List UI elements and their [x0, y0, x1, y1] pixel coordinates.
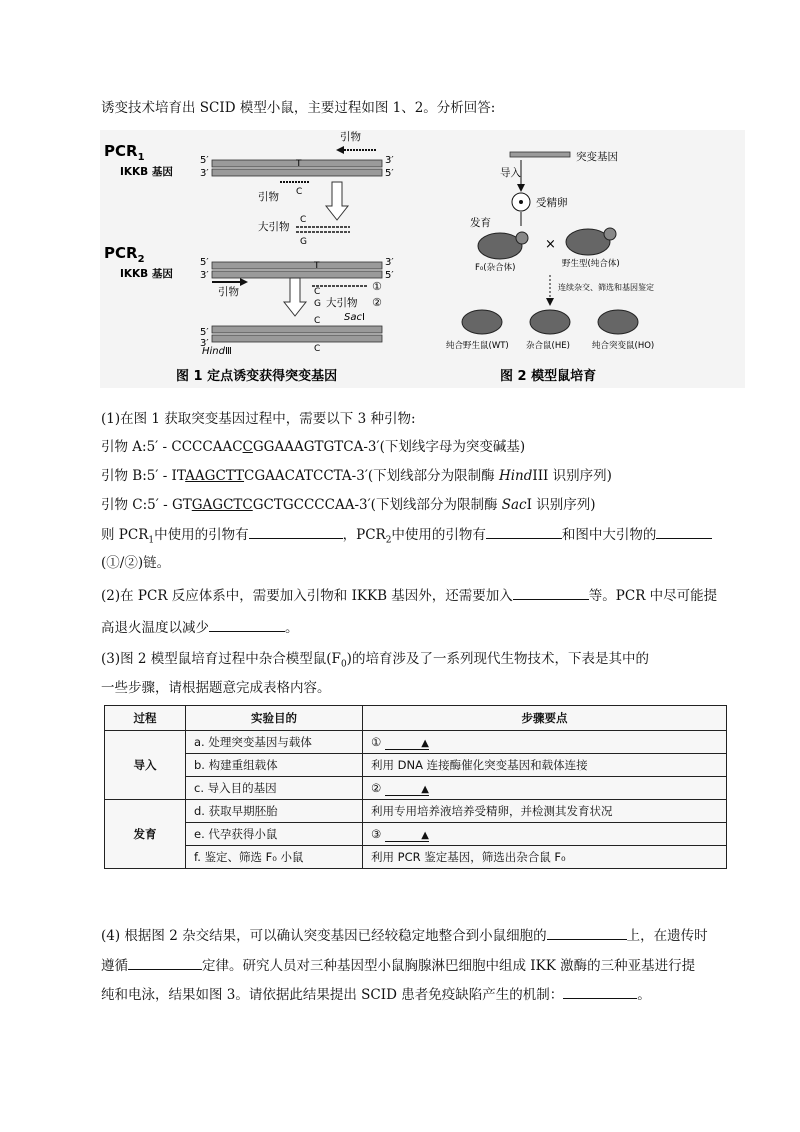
q4-line-2: 遵循 定律。研究人员对三种基因型小鼠胸腺淋巴细胞中组成 IKK 激酶的三种亚基进行提	[101, 955, 695, 976]
table-row	[105, 846, 727, 869]
point-cell[interactable]: ③ ▲	[363, 823, 727, 846]
big-primer-label: 大引物	[258, 221, 290, 233]
table-header-row	[105, 706, 727, 731]
point-cell: 利用 DNA 连接酶催化突变基因和载体连接	[363, 754, 727, 777]
primer-label-1: 引物	[340, 131, 361, 143]
ho-label: 纯合突变鼠(HO)	[592, 341, 655, 351]
q4-line-1: (4) 根据图 2 杂交结果，可以确认突变基因已经较稳定地整合到小鼠细胞的 上，在遗传时	[101, 925, 708, 946]
wt-label: 纯合野生鼠(WT)	[446, 341, 509, 351]
table-row	[105, 823, 727, 846]
base-c-1: C	[296, 187, 303, 197]
dna-strand-bottom-1	[212, 169, 382, 176]
point-cell[interactable]: ② ▲	[363, 777, 727, 800]
dna-strand-bottom-2	[212, 271, 382, 278]
pcr2-label: $PCR_2$	[104, 244, 145, 265]
blank-pcr1-primers[interactable]	[249, 524, 343, 539]
three-prime-1r: 3′	[385, 155, 394, 166]
header-aim: 实验目的	[186, 706, 363, 731]
blank-law[interactable]	[128, 955, 202, 970]
mouse-f0-head-icon	[516, 232, 528, 244]
blank-annealing-reason[interactable]	[209, 617, 285, 632]
q4-line-3: 纯和电泳，结果如图 3。请依据此结果提出 SCID 患者免疫缺陷产生的机制： 。	[101, 984, 651, 1005]
fertilized-egg-label: 受精卵	[536, 197, 568, 209]
table-row	[105, 777, 727, 800]
aim-cell: a. 处理突变基因与载体	[186, 731, 363, 754]
strand-1-label: ①	[372, 280, 382, 293]
q1-heading: (1)在图 1 获取突变基因过程中，需要以下 3 种引物:	[101, 411, 416, 427]
q1-ask-line: 则 $PCR_1$中使用的引物有 ，$PCR_2$中使用的引物有 和图中大引物的	[101, 524, 712, 551]
ikkb-gene-label-1: IKKB 基因	[120, 166, 173, 178]
wild-type-label: 野生型(纯合体)	[562, 259, 620, 269]
down-arrow-1	[326, 182, 348, 220]
five-prime-2r: 5′	[385, 270, 394, 281]
q2-line-1: (2)在 PCR 反应体系中，需要加入引物和 IKKB 基因外，还需要加入 等。PCR 中尽可能提	[101, 585, 717, 606]
base-c-5: C	[314, 344, 321, 354]
blank-step-1[interactable]: ▲	[385, 735, 429, 750]
point-cell: 利用专用培养液培养受精卵，并检测其发育状况	[363, 800, 727, 823]
primer-b-line: 引物 B:5′ - ITAAGCTTCGAACATCCTA-3′(下划线部分为限制酶 HindIII 识别序列)	[101, 468, 612, 484]
base-g-1: G	[300, 237, 307, 247]
primer-label-3: 引物	[218, 286, 239, 298]
import-arrowhead	[517, 184, 525, 192]
dna-strand-top-2	[212, 262, 382, 269]
mouse-f0-icon	[478, 233, 522, 259]
process-import: 导入	[105, 731, 186, 800]
aim-cell: d. 获取早期胚胎	[186, 800, 363, 823]
figure2-caption: 图 2 模型鼠培育	[500, 369, 597, 384]
base-c-4: C	[314, 316, 321, 326]
primer-arrowhead-3	[240, 278, 248, 286]
header-process: 过程	[105, 706, 186, 731]
steps-table	[104, 705, 727, 869]
process-develop: 发育	[105, 800, 186, 869]
blank-step-2[interactable]: ▲	[385, 781, 429, 796]
aim-cell: e. 代孕获得小鼠	[186, 823, 363, 846]
point-cell[interactable]: ① ▲	[363, 731, 727, 754]
table-row	[105, 800, 727, 823]
develop-label: 发育	[470, 217, 491, 229]
aim-cell: f. 鉴定、筛选 F₀ 小鼠	[186, 846, 363, 869]
figure1-caption: 图 1 定点诱变获得突变基因	[176, 369, 338, 384]
blank-pcr2-primers[interactable]	[486, 524, 562, 539]
figure-panel	[100, 130, 745, 388]
intro-text: 诱变技术培育出 SCID 模型小鼠，主要过程如图 1、2。分析回答:	[101, 100, 496, 116]
blank-chromosome[interactable]	[547, 925, 627, 940]
point-cell: 利用 PCR 鉴定基因，筛选出杂合鼠 F₀	[363, 846, 727, 869]
blank-big-primer-strand[interactable]	[656, 524, 712, 539]
header-points: 步骤要点	[363, 706, 727, 731]
hind-site-label: HindⅢ	[202, 346, 232, 357]
product-strand-top	[212, 326, 382, 333]
base-c-2: C	[300, 215, 307, 225]
primer-c-line: 引物 C:5′ - GTGAGCTCGCTGCCCCAA-3′(下划线部分为限制酶 SacI 识别序列)	[101, 497, 596, 513]
cross-symbol: ×	[545, 237, 556, 252]
figure-svg	[100, 130, 745, 388]
three-prime-2: 3′	[200, 270, 209, 281]
five-prime-1: 5′	[200, 155, 209, 166]
q1-ask-line-2: (①/②)链。	[101, 555, 171, 571]
mouse-he-icon	[530, 310, 570, 334]
mutant-gene-bar	[510, 152, 570, 157]
aim-cell: c. 导入目的基因	[186, 777, 363, 800]
ikkb-gene-label-2: IKKB 基因	[120, 268, 173, 280]
mouse-ho-icon	[598, 310, 638, 334]
primer-a-line: 引物 A:5′ - CCCCAACCGGAAAGTGTCA-3′(下划线字母为突变碱基)	[101, 439, 526, 455]
mouse-wt-icon	[462, 310, 502, 334]
base-g-2: G	[314, 299, 321, 309]
five-prime-1r: 5′	[385, 168, 394, 179]
breeding-label: 连续杂交、筛选和基因鉴定	[558, 283, 654, 292]
he-label: 杂合鼠(HE)	[526, 341, 570, 351]
base-t-1: T	[296, 159, 302, 169]
three-prime-1: 3′	[200, 168, 209, 179]
table-row	[105, 731, 727, 754]
product-strand-bottom	[212, 335, 382, 342]
blank-pcr-reagents[interactable]	[513, 585, 589, 600]
mutant-gene-label: 突变基因	[576, 151, 618, 163]
q2-line-2: 高退火温度以减少 。	[101, 617, 299, 638]
q3-line-1: (3)图 2 模型鼠培育过程中杂合模型鼠$(F_0)$的培育涉及了一系列现代生物技术，下表是其中的	[101, 651, 649, 670]
primer-label-2: 引物	[258, 191, 279, 203]
blank-mechanism[interactable]	[563, 984, 637, 999]
f0-label: F₀(杂合体)	[475, 263, 516, 273]
aim-cell: b. 构建重组载体	[186, 754, 363, 777]
egg-nucleus-icon	[519, 200, 523, 204]
five-prime-3: 5′	[200, 327, 209, 338]
base-c-3: C	[314, 287, 321, 297]
sac-site-label: SacⅠ	[344, 312, 365, 323]
strand-2-label: ②	[372, 296, 382, 309]
down-arrow-2	[284, 278, 306, 316]
three-prime-2r: 3′	[385, 257, 394, 268]
three-prime-3: 3′	[200, 338, 209, 349]
mouse-wild-head-icon	[604, 228, 616, 240]
pcr1-label: $PCR_1$	[104, 142, 145, 163]
blank-step-3[interactable]: ▲	[385, 827, 429, 842]
table-row	[105, 754, 727, 777]
breeding-arrowhead	[546, 298, 554, 306]
five-prime-2: 5′	[200, 257, 209, 268]
q3-line-2: 一些步骤，请根据题意完成表格内容。	[101, 680, 331, 696]
import-label: 导入	[500, 167, 521, 179]
primer-arrowhead-1	[336, 146, 344, 154]
mouse-wild-icon	[566, 229, 610, 255]
base-t-2: T	[314, 261, 320, 271]
big-primer-label-2: 大引物	[326, 297, 358, 309]
